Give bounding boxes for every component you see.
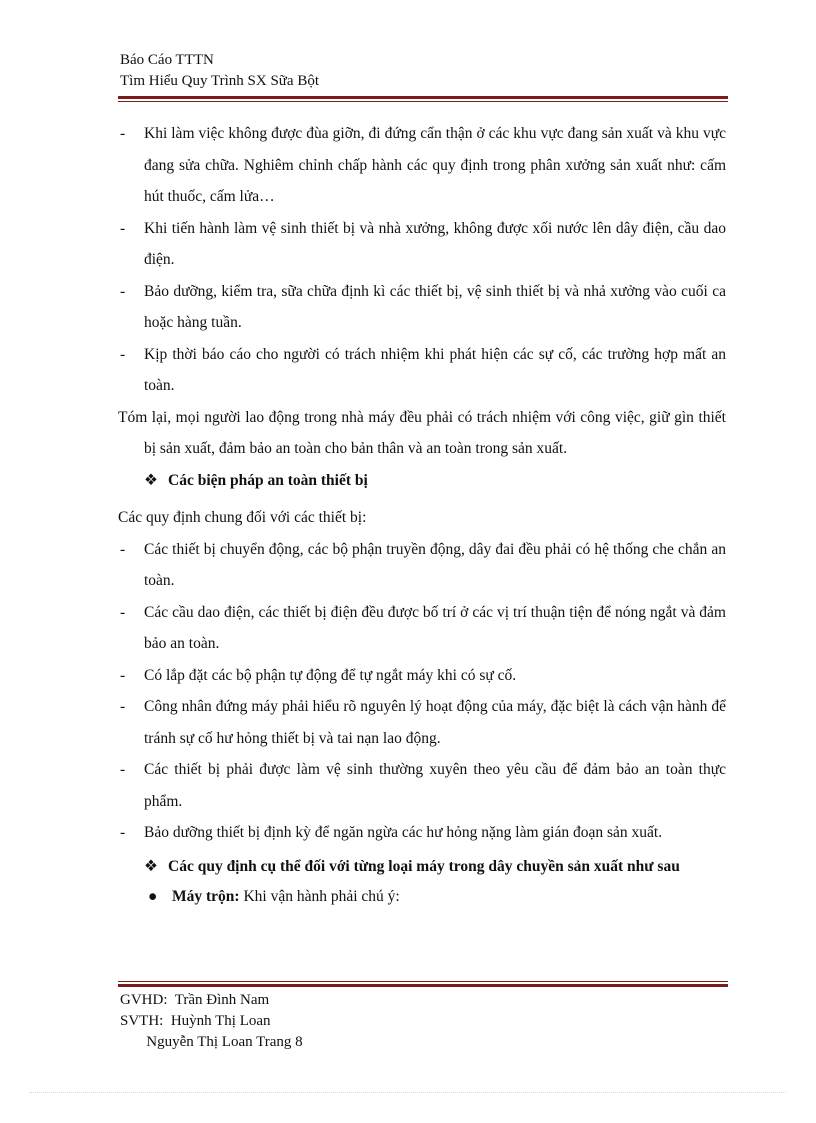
header-divider [118, 96, 728, 102]
list-item: - Có lắp đặt các bộ phận tự động để tự ngắt máy khi có sự cố. [120, 666, 517, 684]
footer-advisor: GVHD: Trần Đình Nam [120, 992, 270, 1008]
intro-paragraph: Các quy định chung đối với các thiết bị: [118, 509, 367, 526]
summary-paragraph: Tóm lại, mọi người lao động trong nhà máy đều phải có trách nhiệm với công việc, giữ gìn thiết bị sản xuất, đảm bảo an toàn cho bản thân và an toàn trong sản xuất. [118, 408, 726, 457]
page-footer [120, 990, 303, 1053]
list-item: - Công nhân đứng máy phải hiểu rõ nguyên lý hoạt động của máy, đặc biệt là cách vận hành để tránh sự cố hư hỏng thiết bị và tai nạn lao động. [120, 698, 726, 747]
list-item: - Các thiết bị phải được làm vệ sinh thường xuyên theo yêu cầu để đảm bảo an toàn thực phẩm. [120, 761, 726, 810]
section-heading-machine-rules: ❖ Các quy định cụ thể đối với từng loại máy trong dây chuyền sản xuất như sau [118, 855, 726, 879]
list-item: - Các cầu dao điện, các thiết bị điện đều được bố trí ở các vị trí thuận tiện để nóng ngắt và đảm bảo an toàn. [120, 603, 726, 652]
list-item: - Bảo dưỡng thiết bị định kỳ để ngăn ngừa các hư hỏng nặng làm gián đoạn sản xuất. [120, 824, 663, 841]
diamond-bullet-icon: ❖ [144, 471, 158, 489]
diamond-bullet-icon: ❖ [144, 857, 158, 875]
footer-divider [118, 981, 728, 987]
list-item: - Bảo dưỡng, kiểm tra, sữa chữa định kì các thiết bị, vệ sinh thiết bị và nhả xưởng vào cuối ca hoặc hàng tuần. [120, 282, 726, 331]
bullet-item-mixer: ● Máy trộn: Khi vận hành phải chú ý: [118, 881, 726, 913]
header-topic-title: Tìm Hiểu Quy Trình SX Sữa Bột [120, 73, 319, 89]
list-item: - Khi làm việc không được đùa giỡn, đi đứng cẩn thận ở các khu vực đang sản xuất và khu vực đang sửa chữa. Nghiêm chỉnh chấp hành các quy định trong phân xưởng sản xuất như: cấm hút thuốc, cấm lửa… [120, 125, 726, 205]
page-body [118, 118, 726, 912]
round-bullet-icon: ● [148, 887, 158, 905]
section-heading-equipment-safety: ❖ Các biện pháp an toàn thiết bị [118, 465, 726, 497]
list-item: - Kịp thời báo cáo cho người có trách nhiệm khi phát hiện các sự cố, các trường hợp mất an toàn. [120, 345, 726, 394]
page-edge-divider [30, 1092, 786, 1093]
footer-student-page: Nguyễn Thị Loan Trang 8 [120, 1034, 303, 1050]
list-item: - Khi tiến hành làm vệ sinh thiết bị và nhà xưởng, không được xối nước lên dây điện, cầu dao điện. [120, 219, 726, 268]
header-report-title: Báo Cáo TTTN [120, 52, 214, 68]
list-item: - Các thiết bị chuyển động, các bộ phận truyền động, dây đai đều phải có hệ thống che chắn an toàn. [120, 540, 726, 589]
page-header [120, 50, 319, 92]
footer-student: SVTH: Huỳnh Thị Loan [120, 1013, 271, 1029]
